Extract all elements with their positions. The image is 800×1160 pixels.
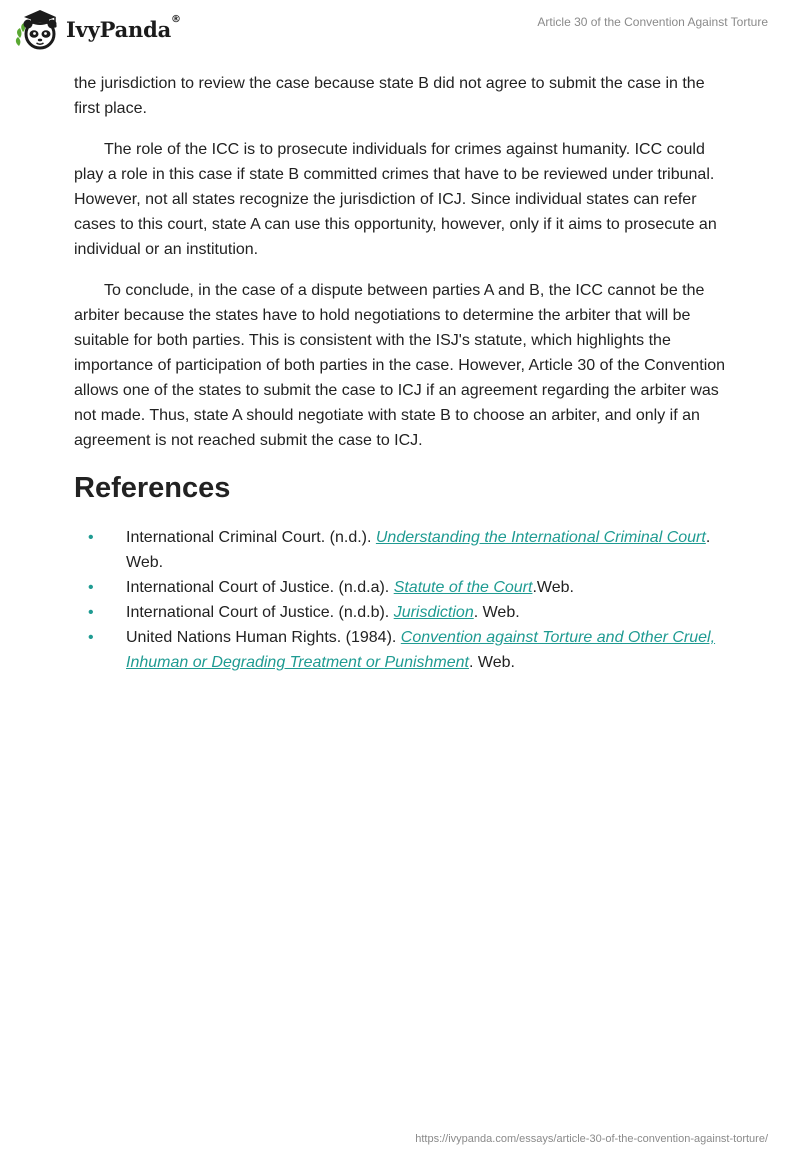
reference-suffix: . Web. bbox=[469, 654, 515, 671]
bullet-icon: • bbox=[88, 629, 94, 646]
reference-link[interactable]: Understanding the International Criminal Court bbox=[375, 529, 706, 546]
reference-link[interactable]: Convention against Torture and Other Cruel, Inhuman or Degrading Treatment or Punishment bbox=[126, 629, 716, 671]
reference-item bbox=[88, 625, 730, 675]
essay-content bbox=[74, 71, 730, 675]
references-list bbox=[74, 525, 730, 675]
reference-prefix: International Criminal Court. (n.d.). bbox=[126, 529, 376, 546]
reference-prefix: United Nations Human Rights. (1984). bbox=[126, 629, 401, 646]
panda-graduate-icon bbox=[14, 8, 62, 50]
reference-link[interactable]: Statute of the Court bbox=[393, 579, 533, 596]
bullet-icon: • bbox=[88, 529, 94, 546]
reference-link[interactable]: Jurisdiction bbox=[393, 604, 474, 621]
reference-suffix: .Web. bbox=[532, 579, 574, 596]
reference-item bbox=[88, 575, 730, 600]
bullet-icon: • bbox=[88, 579, 94, 596]
registered-mark: ® bbox=[171, 13, 181, 25]
reference-prefix: International Court of Justice. (n.d.a). bbox=[126, 579, 394, 596]
brand-name: IvyPanda® bbox=[66, 13, 181, 42]
ivypanda-logo[interactable] bbox=[14, 8, 181, 50]
source-url: https://ivypanda.com/essays/article-30-of-the-convention-against-torture/ bbox=[415, 1133, 768, 1145]
references-heading: References bbox=[74, 472, 231, 504]
reference-suffix: . Web. bbox=[473, 604, 520, 621]
page-header bbox=[0, 0, 800, 64]
paragraph-continuation: the jurisdiction to review the case because state B did not agree to submit the case in the first place. bbox=[74, 75, 705, 117]
reference-item bbox=[88, 600, 730, 625]
reference-item bbox=[88, 525, 730, 575]
document-title: Article 30 of the Convention Against Torture bbox=[537, 15, 768, 29]
bullet-icon: • bbox=[88, 604, 94, 621]
reference-suffix: . Web. bbox=[126, 529, 711, 571]
paragraph-icc-role: The role of the ICC is to prosecute individuals for crimes against humanity. ICC could play a role in this case if state B committed crimes that have to be reviewed under tribunal. However, not all states recognize the jurisdiction of ICJ. Since individual states can refer cases to this court, state A can use this opportunity, however, only if it aims to prosecute an individual or an institution. bbox=[74, 141, 717, 258]
paragraph-conclusion: To conclude, in the case of a dispute between parties A and B, the ICC cannot be the arbiter because the states have to hold negotiations to determine the arbiter that will be suitable for both parties. This is consistent with the ISJ's statute, which highlights the importance of participation of both parties in the case. However, Article 30 of the Convention allows one of the states to submit the case to ICJ if an agreement regarding the arbiter was not made. Thus, state A should negotiate with state B to choose an arbiter, and only if an agreement is not reached submit the case to ICJ. bbox=[74, 282, 726, 449]
reference-prefix: International Court of Justice. (n.d.b). bbox=[126, 604, 394, 621]
